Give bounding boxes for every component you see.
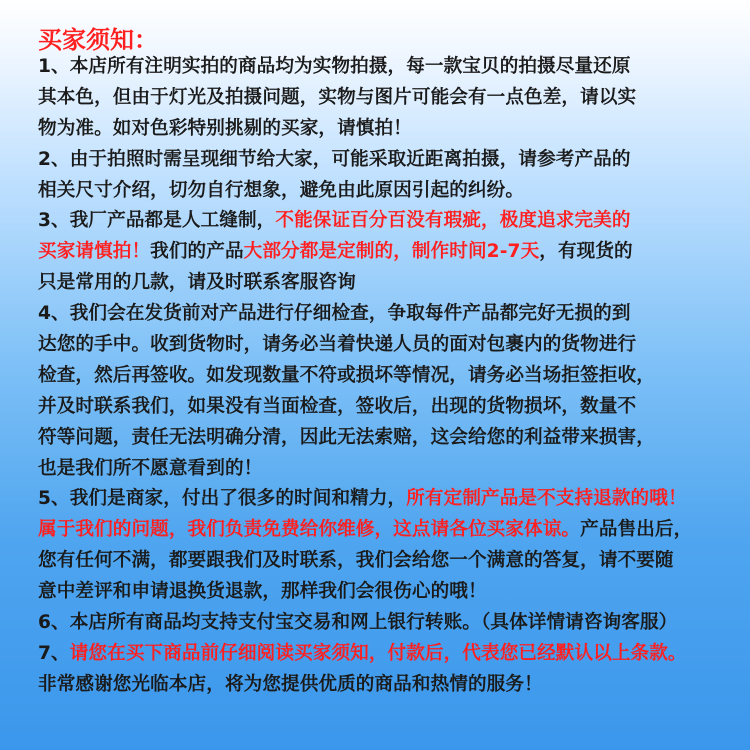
highlighted-text: 请您在买下商品前仔细阅读买家须知，付款后，代表您已经默认以上条款。: [69, 642, 687, 664]
notice-body: [38, 52, 728, 701]
body-text: ，有现货的: [539, 241, 633, 263]
body-text: 2、由于拍照时需呈现细节给大家，可能采取近距离拍摄，请参考产品的: [38, 148, 631, 170]
notice-line: [38, 114, 728, 145]
notice-title: 买家须知：: [38, 26, 158, 54]
highlighted-text: 属于我们的问题，我们负责免费给你维修，这点请各位买家体谅。: [38, 519, 581, 541]
body-text: 我们的产品: [150, 241, 244, 263]
body-text: 1、本店所有注明实拍的商品均为实物拍摄，每一款宝贝的拍摄尽量还原: [38, 56, 631, 77]
body-text: 3、我厂产品都是人工缝制，: [38, 210, 276, 232]
notice-line: [38, 330, 728, 361]
notice-line: [38, 83, 728, 114]
body-text: 您有任何不满，都要跟我们及时联系，我们会给您一个满意的答复，请不要随: [38, 550, 674, 572]
notice-line: [38, 670, 728, 701]
body-text: 物为准。如对色彩特别挑剔的买家，请慎拍！: [38, 117, 412, 139]
notice-line: [38, 423, 728, 454]
body-text: 相关尺寸介绍，切勿自行想象，避免由此原因引起的纠纷。: [38, 179, 525, 201]
highlighted-text: 所有定制产品是不支持退款的哦！: [406, 488, 687, 510]
highlighted-text: 大部分都是定制的，制作时间2-7天: [243, 241, 540, 263]
body-text: 非常感谢您光临本店，将为您提供优质的商品和热情的服务！: [38, 673, 543, 695]
notice-line: [38, 454, 728, 485]
body-text: 检查，然后再签收。如发现数量不符或损坏等情况，请务必当场拒签拒收，: [38, 364, 655, 386]
notice-line: [38, 608, 728, 639]
notice-line: [38, 484, 728, 515]
body-text: 只是常用的几款，请及时联系客服咨询: [38, 272, 356, 294]
notice-line: [38, 299, 728, 330]
notice-line: [38, 639, 728, 670]
body-text: 也是我们所不愿意看到的！: [38, 457, 263, 479]
body-text: 符等问题，责任无法明确分清，因此无法索赔，这会给您的利益带来损害，: [38, 426, 655, 448]
body-text: 产品售出后，: [580, 519, 693, 541]
body-text: 达您的手中。收到货物时，请务必当着快递人员的面对包裹内的货物进行: [38, 334, 637, 356]
body-text: 6、本店所有商品均支持支付宝交易和网上银行转账。（具体详情请咨询客服）: [38, 612, 678, 634]
body-text: 意中差评和申请退换货退款，那样我们会很伤心的哦！: [38, 581, 487, 603]
body-text: 5、我们是商家，付出了很多的时间和精力，: [38, 488, 407, 510]
notice-line: [38, 515, 728, 546]
notice-line: [38, 52, 728, 83]
notice-line: [38, 577, 728, 608]
notice-line: [38, 237, 728, 268]
body-text: 4、我们会在发货前对产品进行仔细检查，争取每件产品都完好无损的到: [38, 303, 631, 325]
highlighted-text: 买家请慎拍！: [38, 241, 151, 263]
notice-line: [38, 176, 728, 207]
highlighted-text: 不能保证百分百没有瑕疵，极度追求完美的: [275, 210, 631, 232]
body-text: 并及时联系我们，如果没有当面检查，签收后，出现的货物损坏，数量不: [38, 395, 637, 417]
notice-line: [38, 145, 728, 176]
notice-line: [38, 206, 728, 237]
notice-line: [38, 392, 728, 423]
notice-line: [38, 268, 728, 299]
notice-line: [38, 361, 728, 392]
notice-line: [38, 546, 728, 577]
body-text: 其本色，但由于灯光及拍摄问题，实物与图片可能会有一点色差，请以实: [38, 86, 637, 108]
body-text: 7、: [38, 642, 70, 664]
